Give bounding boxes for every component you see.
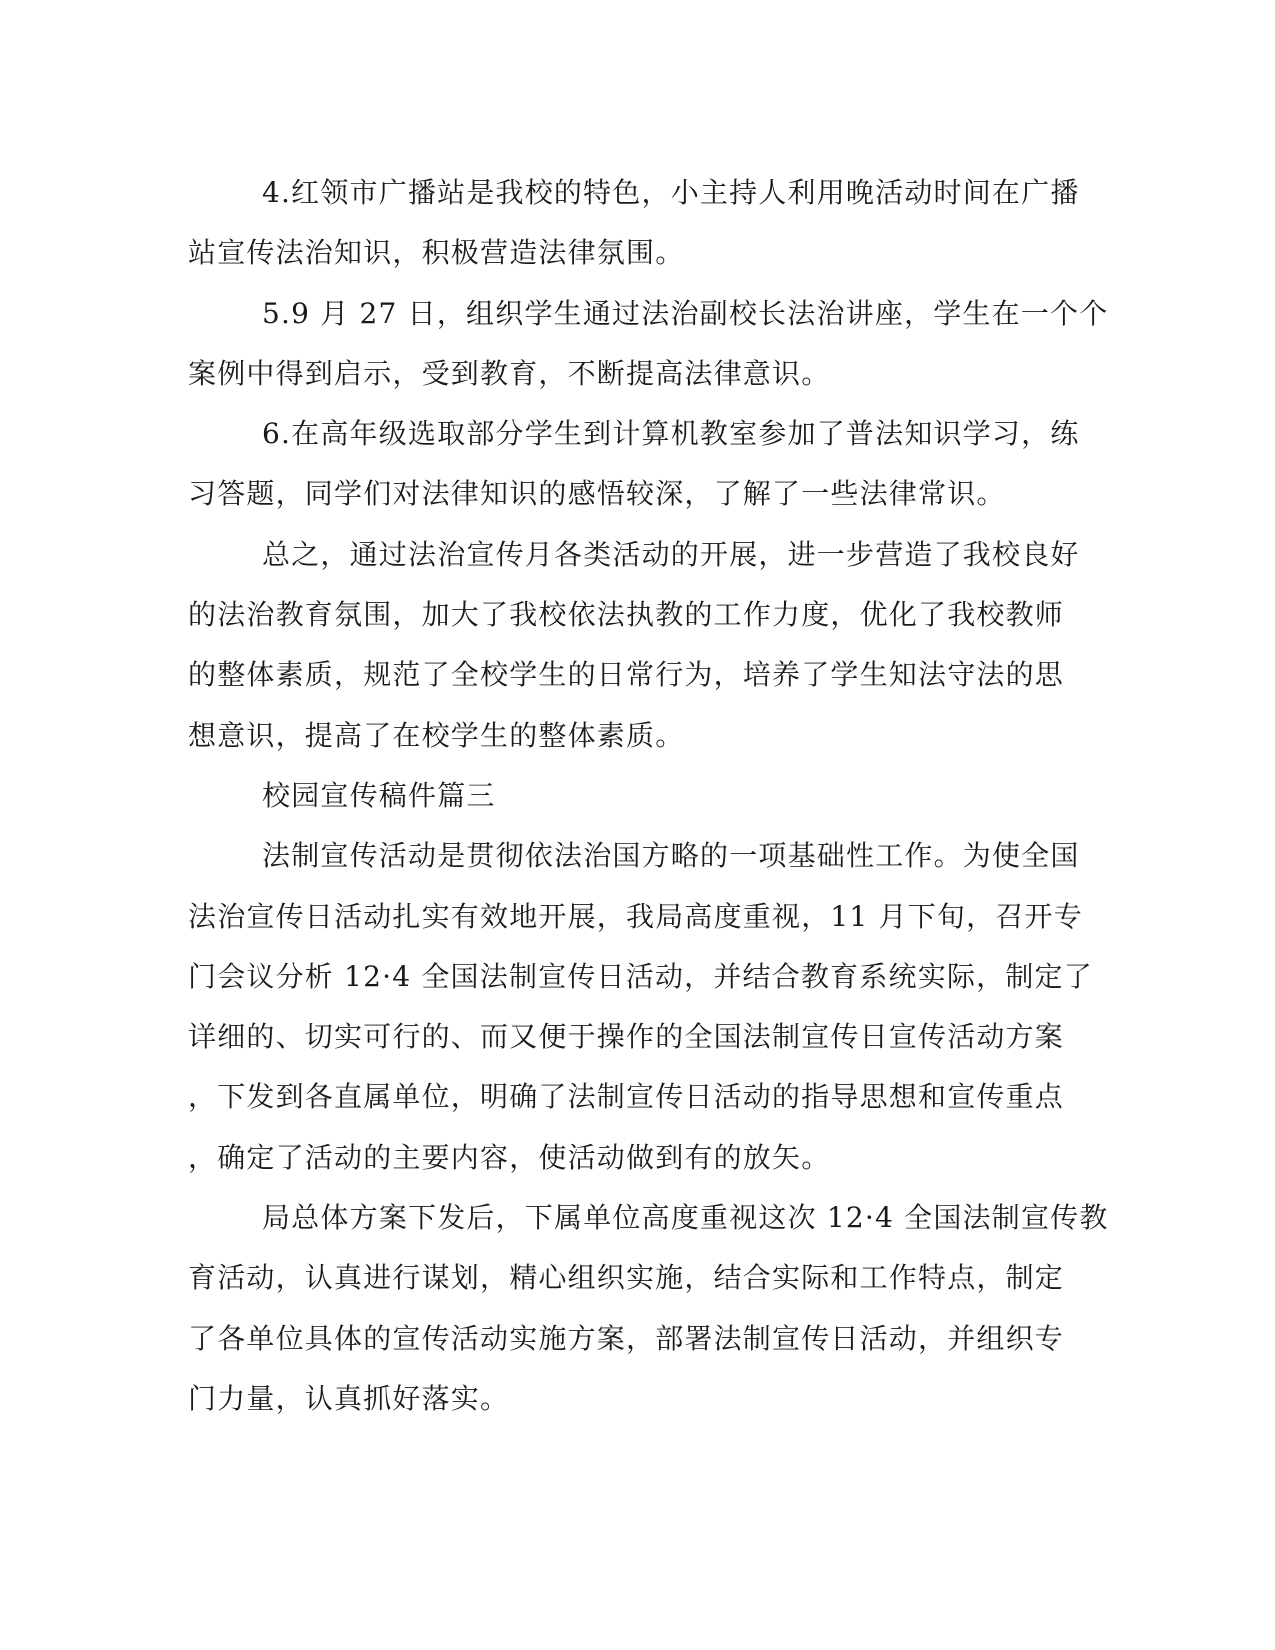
text-line: 4.红领市广播站是我校的特色，小主持人利用晚活动时间在广播	[262, 176, 1080, 209]
text-line: 6.在高年级选取部分学生到计算机教室参加了普法知识学习，练	[262, 417, 1080, 451]
text-line: 门会议分析 12·4 全国法制宣传日活动，并结合教育系统实际，制定了	[188, 959, 1093, 993]
text-line: ，确定了活动的主要内容，使活动做到有的放矢。	[188, 1140, 831, 1174]
document-body	[188, 163, 1109, 1429]
text-line: 局总体方案下发后，下属单位高度重视这次 12·4 全国法制宣传教	[262, 1201, 1109, 1235]
text-line: 案例中得到启示，受到教育，不断提高法律意识。	[188, 356, 831, 390]
text-line: 5.9 月 27 日，组织学生通过法治副校长法治讲座，学生在一个个	[262, 296, 1109, 330]
text-line: 总之，通过法治宣传月各类活动的开展，进一步营造了我校良好	[262, 537, 1080, 571]
text-line: 的整体素质，规范了全校学生的日常行为，培养了学生知法守法的思	[188, 658, 1065, 692]
text-line: 习答题，同学们对法律知识的感悟较深，了解了一些法律常识。	[188, 477, 1006, 511]
text-line: 育活动，认真进行谋划，精心组织实施，结合实际和工作特点，制定	[188, 1261, 1065, 1295]
text-line: 详细的、切实可行的、而又便于操作的全国法制宣传日宣传活动方案	[188, 1020, 1065, 1054]
text-line: 法治宣传日活动扎实有效地开展，我局高度重视，11 月下旬，召开专	[188, 899, 1083, 933]
text-line: ，下发到各直属单位，明确了法制宣传日活动的指导思想和宣传重点	[188, 1080, 1065, 1114]
text-line: 的法治教育氛围，加大了我校依法执教的工作力度，优化了我校教师	[188, 598, 1065, 632]
text-line: 法制宣传活动是贯彻依法治国方略的一项基础性工作。为使全国	[262, 839, 1080, 873]
text-line: 想意识，提高了在校学生的整体素质。	[188, 718, 685, 752]
text-line: 了各单位具体的宣传活动实施方案，部署法制宣传日活动，并组织专	[188, 1321, 1065, 1355]
section-heading: 校园宣传稿件篇三	[262, 778, 496, 812]
text-line: 门力量，认真抓好落实。	[188, 1381, 510, 1415]
text-line: 站宣传法治知识，积极营造法律氛围。	[188, 236, 685, 270]
